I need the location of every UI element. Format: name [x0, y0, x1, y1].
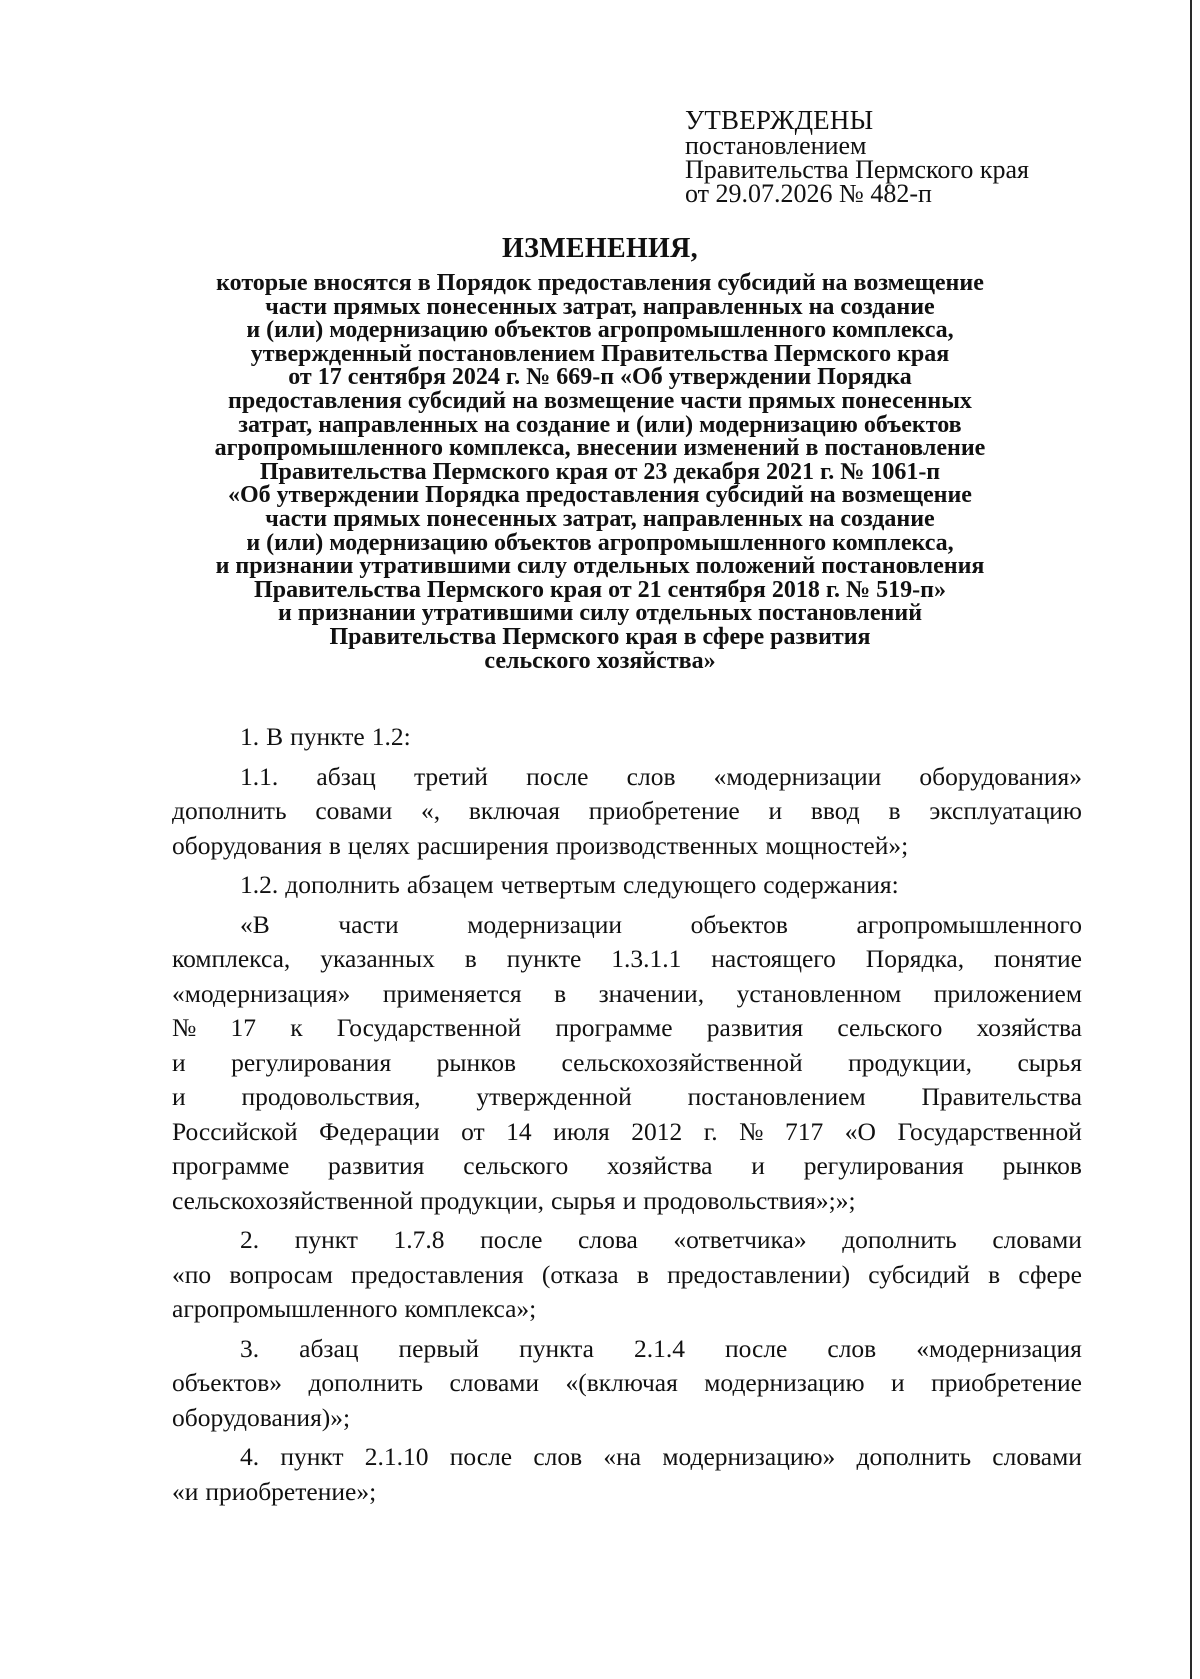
body-word: применяется: [382, 978, 522, 1008]
body-word: «модернизация: [916, 1333, 1082, 1363]
body-word: словами: [992, 1442, 1082, 1471]
body-word: «по: [172, 1259, 212, 1289]
body-line: [172, 1440, 1082, 1475]
heading-line: Правительства Пермского края от 21 сентября 2018 г. № 519-п»: [254, 576, 946, 603]
body-line: [172, 908, 1082, 943]
body-word: пункт: [280, 1442, 344, 1471]
body-word: дополнить: [842, 1225, 957, 1254]
body-word: пункта: [519, 1333, 594, 1363]
body-word: 2.1.10: [364, 1442, 429, 1471]
body-word: Правительства: [921, 1082, 1082, 1111]
body-line: [172, 977, 1082, 1012]
heading-line: сельского хозяйства»: [484, 647, 716, 674]
body-word: дополнить: [285, 870, 400, 899]
body-line: [172, 1292, 1082, 1327]
heading-line: Правительства Пермского края от 23 декабря 2021 г. № 1061-п: [259, 458, 941, 485]
body-word: сельскохозяйственной: [561, 1047, 803, 1077]
heading-line: «Об утверждении Порядка предоставления субсидий на возмещение: [228, 482, 972, 509]
body-word: сельского: [463, 1151, 569, 1180]
body-word: агропромышленного: [856, 909, 1082, 939]
body-word: 1.2.: [240, 870, 279, 899]
body-line: [172, 829, 1082, 864]
body-word: субсидий: [868, 1259, 970, 1289]
body-line: [172, 942, 1082, 977]
heading-line: и признании утратившими силу отдельных постановлений: [277, 600, 923, 627]
body-word: слов: [827, 1333, 877, 1363]
body-line: [172, 1080, 1082, 1115]
body-word: настоящего: [711, 944, 836, 973]
body-word: Государственной: [897, 1116, 1082, 1146]
document-body: [172, 720, 1082, 1509]
body-word: «и: [172, 1476, 199, 1506]
body-word: сельскохозяйственной: [172, 1185, 414, 1215]
body-word: хозяйства: [976, 1013, 1082, 1042]
body-word: сельского: [837, 1013, 943, 1042]
body-word: следующего: [622, 870, 757, 899]
body-word: части: [338, 909, 399, 939]
body-word: г.: [703, 1116, 718, 1146]
body-word: третий: [413, 761, 488, 791]
body-word: и: [890, 1368, 905, 1397]
body-word: после: [724, 1333, 788, 1363]
body-line: [172, 1332, 1082, 1367]
body-word: первый: [398, 1333, 480, 1363]
body-word: указанных: [320, 944, 435, 973]
body-word: оборудования)»;: [172, 1402, 351, 1432]
body-word: объектов»: [172, 1368, 282, 1397]
body-word: 1.3.1.1: [611, 944, 682, 973]
heading-subtitle: [150, 272, 1050, 673]
body-word: 14: [506, 1116, 532, 1146]
body-word: от: [461, 1116, 485, 1146]
body-word: совами: [315, 796, 393, 825]
body-word: расширения: [417, 830, 549, 860]
body-line: [172, 720, 1082, 755]
body-word: абзацем: [406, 870, 494, 899]
body-word: производственных: [555, 830, 759, 860]
body-line: [172, 1046, 1082, 1081]
body-word: после: [480, 1225, 543, 1254]
body-word: сфере: [1018, 1259, 1082, 1289]
body-word: Государственной: [336, 1013, 522, 1042]
body-word: рынков: [1002, 1151, 1082, 1180]
heading-line: которые вносятся в Порядок предоставления субсидий на возмещение: [216, 270, 984, 296]
heading-line: предоставления субсидий на возмещение части прямых понесенных: [228, 387, 972, 414]
body-word: в: [988, 1259, 1001, 1289]
body-word: программе: [555, 1013, 673, 1042]
body-line: [172, 1475, 1082, 1510]
body-word: 3.: [240, 1333, 260, 1363]
body-line: [172, 1115, 1082, 1150]
heading-line: затрат, направленных на создание и (или) модернизацию объектов: [238, 411, 962, 438]
body-word: в: [464, 944, 477, 973]
body-word: регулирования: [803, 1151, 964, 1180]
body-word: словами: [992, 1225, 1082, 1254]
heading-line: и (или) модернизацию объектов агропромышленного комплекса,: [246, 317, 954, 344]
body-word: и: [622, 1185, 637, 1215]
body-word: дополнить: [856, 1442, 972, 1471]
approval-line-1: постановлением: [685, 131, 867, 160]
body-word: «,: [420, 796, 441, 825]
heading-line: и (или) модернизацию объектов агропромышленного комплекса,: [246, 529, 954, 556]
body-word: 717: [785, 1116, 824, 1146]
body-word: сырья: [1017, 1047, 1082, 1077]
heading-line: и признании утратившими силу отдельных положений постановления: [215, 553, 985, 580]
body-word: продовольствия,: [241, 1082, 421, 1111]
body-line: [172, 1184, 1082, 1219]
body-word: «модернизация»: [172, 978, 351, 1008]
body-word: (отказа: [541, 1259, 619, 1289]
body-word: Федерации: [319, 1116, 440, 1146]
body-word: агропромышленного: [172, 1294, 398, 1323]
body-word: июля: [553, 1116, 610, 1146]
body-line: [172, 760, 1082, 795]
body-word: ввод: [810, 796, 860, 825]
body-word: пункте: [506, 944, 582, 973]
body-word: приобретение»;: [205, 1476, 377, 1506]
body-word: оборудования: [172, 830, 322, 860]
body-word: установленном: [736, 978, 902, 1008]
body-word: в: [888, 796, 901, 825]
body-word: хозяйства: [607, 1151, 713, 1180]
body-word: 17: [230, 1013, 257, 1042]
body-word: дополнить: [308, 1368, 424, 1397]
body-word: 2012: [631, 1116, 683, 1146]
body-word: и: [172, 1082, 186, 1111]
body-word: рынков: [436, 1047, 517, 1077]
body-word: комплекса»;: [404, 1294, 537, 1323]
body-word: 2.: [240, 1225, 260, 1254]
body-word: постановлением: [687, 1082, 866, 1111]
approval-line-3: от 29.07.2026 № 482-п: [685, 179, 932, 208]
approval-title: УТВЕРЖДЕНЫ: [685, 105, 874, 135]
body-word: «О: [844, 1116, 876, 1146]
body-word: значении,: [598, 978, 705, 1008]
approval-stamp: [685, 106, 1115, 206]
body-word: вопросам: [229, 1259, 333, 1289]
body-word: эксплуатацию: [929, 796, 1082, 825]
body-word: комплекса,: [172, 944, 291, 973]
body-word: и: [768, 796, 783, 825]
body-word: «(включая: [565, 1368, 678, 1397]
body-word: 1.2:: [371, 722, 411, 751]
body-word: приобретение: [931, 1368, 1082, 1397]
body-word: слов: [533, 1442, 583, 1471]
body-word: в: [636, 1259, 649, 1289]
body-word: включая: [468, 796, 560, 825]
body-word: предоставления: [351, 1259, 524, 1289]
approval-line-2: Правительства Пермского края: [685, 155, 1029, 184]
body-word: дополнить: [172, 796, 287, 825]
body-word: оборудования»: [919, 761, 1082, 791]
body-line: [172, 868, 1082, 903]
heading-line: от 17 сентября 2024 г. № 669-п «Об утверждении Порядка: [288, 364, 912, 391]
body-word: 2.1.4: [633, 1333, 685, 1363]
heading-line: агропромышленного комплекса, внесении изменений в постановление: [214, 435, 986, 462]
body-word: абзац: [299, 1333, 359, 1363]
body-word: и: [172, 1047, 186, 1077]
body-word: 4.: [240, 1442, 260, 1471]
body-word: пункт: [294, 1225, 358, 1254]
body-word: целях: [347, 830, 411, 860]
body-word: после: [526, 761, 589, 791]
body-line: [172, 1401, 1082, 1436]
body-word: программе: [172, 1151, 290, 1180]
body-line: [172, 1258, 1082, 1293]
body-word: 1.: [240, 722, 260, 751]
body-word: понятие: [994, 944, 1082, 973]
body-word: в: [554, 978, 567, 1008]
body-word: словами: [449, 1368, 540, 1397]
body-word: приложением: [933, 978, 1082, 1008]
body-word: 1.7.8: [393, 1225, 445, 1254]
body-line: [172, 794, 1082, 829]
heading-line: Правительства Пермского края в сфере развития: [329, 623, 871, 650]
body-word: сырья: [551, 1185, 616, 1215]
heading-line: части прямых понесенных затрат, направленных на создание: [265, 505, 935, 532]
body-word: продукции,: [420, 1185, 545, 1215]
body-word: №: [739, 1116, 764, 1146]
body-line: [172, 1366, 1082, 1401]
body-word: Российской: [172, 1116, 298, 1146]
body-word: модернизацию»: [662, 1442, 836, 1471]
body-word: Порядка,: [865, 944, 965, 973]
body-word: пункте: [290, 722, 365, 751]
body-word: в: [328, 830, 341, 860]
body-word: развития: [328, 1151, 425, 1180]
body-word: к: [290, 1013, 303, 1042]
body-word: регулирования: [231, 1047, 392, 1077]
body-word: модернизации: [467, 909, 623, 939]
heading-line: части прямых понесенных затрат, направленных на создание: [265, 293, 935, 320]
document-heading: [150, 232, 1050, 673]
body-word: четвертым: [500, 870, 616, 899]
body-line: [172, 1011, 1082, 1046]
body-word: приобретение: [588, 796, 740, 825]
body-word: абзац: [316, 761, 376, 791]
body-word: содержания:: [763, 870, 899, 899]
scan-edge-line: [1190, 0, 1192, 1679]
body-word: «В: [240, 909, 270, 939]
body-word: объектов: [690, 909, 788, 939]
body-word: развития: [706, 1013, 804, 1042]
body-word: «на: [603, 1442, 642, 1471]
body-word: предоставлении): [667, 1259, 851, 1289]
body-word: продукции,: [848, 1047, 972, 1077]
body-word: мощностей»;: [765, 830, 909, 860]
body-word: слов: [626, 761, 676, 791]
body-line: [172, 1149, 1082, 1184]
body-word: модернизацию: [704, 1368, 865, 1397]
body-word: №: [172, 1013, 197, 1042]
body-word: 1.1.: [240, 761, 279, 791]
body-word: «ответчика»: [673, 1225, 807, 1254]
heading-title: ИЗМЕНЕНИЯ,: [502, 233, 698, 264]
body-word: продовольствия»;»;: [643, 1185, 856, 1215]
heading-line: утвержденный постановлением Правительства Пермского края: [250, 340, 950, 367]
body-word: утвержденной: [476, 1082, 632, 1111]
body-word: В: [266, 722, 284, 751]
body-word: и: [751, 1151, 765, 1180]
body-word: после: [449, 1442, 513, 1471]
body-word: «модернизации: [713, 761, 882, 791]
body-word: слова: [578, 1225, 638, 1254]
body-line: [172, 1223, 1082, 1258]
